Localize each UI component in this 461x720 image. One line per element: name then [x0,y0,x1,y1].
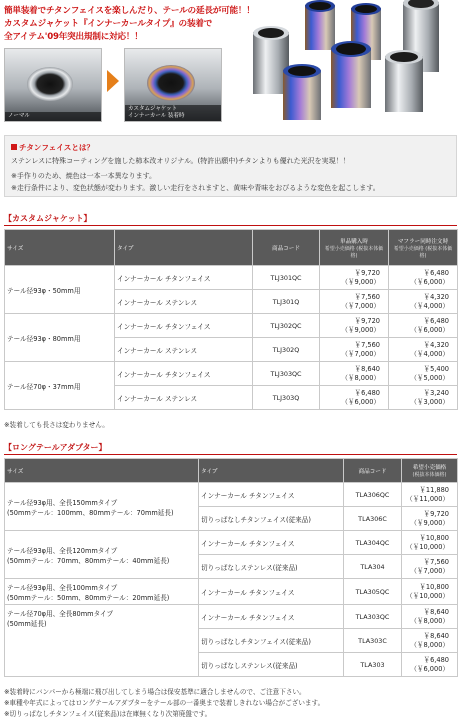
section-title-long-tail: 【ロングテールアダプター】 [4,443,107,452]
set-price: ￥6,480 （￥6,000） [389,266,458,290]
single-price: ￥8,640 （￥8,000） [320,362,389,386]
size-cell: テール径93φ用、全長100mmタイプ (50mmテール：50mm、80mmテール：20mm延長) [5,579,199,605]
table-row [5,362,458,386]
table-row [5,314,458,338]
price-cell: ￥9,720 （￥9,000） [402,507,458,531]
size-cell: テール径93φ・50mm用 [5,266,115,314]
col-set: マフラー同時注文時 希望小売価格 (税抜本体価格) [389,230,458,266]
col-type: タイプ [199,459,344,483]
info-line-1: ステンレスに特殊コーティングを施した柿本改オリジナル。(特許出願中)チタンよりも優れた光沢を実現！！ [11,157,350,165]
single-price: ￥6,480 （￥6,000） [320,386,389,410]
hero-headline-2: カスタムジャケット『インナーカールタイプ』の装着で [4,19,213,29]
size-cell: テール径70φ用、全長80mmタイプ (50mm延長) [5,605,199,677]
price-cell: ￥7,560 （￥7,000） [402,555,458,579]
price-cell: ￥10,800 （￥10,000） [402,531,458,555]
type-cell: インナーカール チタンフェイス [199,605,344,629]
photo-normal [4,48,102,122]
titanium-face-info [4,135,457,197]
code-cell: TLJ302QC [253,314,320,338]
table-row [5,579,458,605]
single-price: ￥7,560 （￥7,000） [320,338,389,362]
table-row [5,483,458,507]
type-cell: インナーカール チタンフェイス [115,362,253,386]
photo-after [124,48,222,122]
type-cell: インナーカール チタンフェイス [115,266,253,290]
col-code: 商品コード [344,459,402,483]
caption-after-2: インナーカール 装着時 [128,113,185,120]
hero-headline-3: 全アイテム'09年突出規制に対応！！ [4,32,143,42]
code-cell: TLA306QC [344,483,402,507]
code-cell: TLJ302Q [253,338,320,362]
info-line-2: ※手作りのため、焼色は一本一本異なります。 [11,172,157,180]
type-cell: 切りっぱなしチタンフェイス(従来品) [199,629,344,653]
col-single: 単品購入時 希望小売価格 (税抜本体価格) [320,230,389,266]
set-price: ￥5,400 （￥5,000） [389,362,458,386]
square-bullet-icon [11,144,17,150]
set-price: ￥3,240 （￥3,000） [389,386,458,410]
size-cell: テール径70φ・37mm用 [5,362,115,410]
section-divider [4,454,457,455]
table-row [5,605,458,629]
note-bumper: ※装着時にバンパーから極端に飛び出してしまう場合は保安基準に適合しませんので、ご注意下さい。 [4,688,306,696]
set-price: ￥4,320 （￥4,000） [389,290,458,314]
code-cell: TLA303QC [344,605,402,629]
type-cell: インナーカール チタンフェイス [199,579,344,605]
type-cell: インナーカール ステンレス [115,290,253,314]
note-length: ※装着しても長さは変わりません。 [4,421,109,429]
long-tail-table [4,458,458,677]
code-cell: TLA304QC [344,531,402,555]
type-cell: インナーカール チタンフェイス [199,531,344,555]
code-cell: TLJ301Q [253,290,320,314]
type-cell: 切りっぱなしチタンフェイス(従来品) [199,507,344,531]
size-cell: テール径93φ用、全長120mmタイプ (50mmテール：70mm、80mmテール：40mm延長) [5,531,199,579]
price-cell: ￥8,640 （￥8,000） [402,629,458,653]
info-line-3: ※走行条件により、変色状態が変わります。激しい走行をされますと、黄味や青味をおびるような変色を起こします。 [11,184,380,192]
info-title: チタンフェイスとは？ [11,142,94,153]
single-price: ￥9,720 （￥9,000） [320,266,389,290]
section-title-custom-jacket: 【カスタムジャケット】 [4,214,92,223]
hero-banner [0,0,461,123]
note-discontinued: ※切りっぱなしチタンフェイス(従来品)は在庫無くなり次第廃盤です。 [4,710,212,718]
col-size: サイズ [5,459,199,483]
table-row [5,531,458,555]
caption-after-1: カスタムジャケット [128,106,178,113]
note-fitment: ※車種や年式によってはロングテールアダプターをテール部の一番奥まで装着しきれない場合がございます。 [4,699,325,707]
price-cell: ￥10,800 （￥10,000） [402,579,458,605]
code-cell: TLA304 [344,555,402,579]
col-code: 商品コード [253,230,320,266]
single-price: ￥9,720 （￥9,000） [320,314,389,338]
custom-jacket-table [4,229,458,410]
arrow-right-icon [107,70,119,92]
set-price: ￥4,320 （￥4,000） [389,338,458,362]
type-cell: インナーカール ステンレス [115,386,253,410]
col-size: サイズ [5,230,115,266]
type-cell: インナーカール チタンフェイス [199,483,344,507]
size-cell: テール径93φ・80mm用 [5,314,115,362]
code-cell: TLJ303QC [253,362,320,386]
type-cell: インナーカール ステンレス [115,338,253,362]
section-divider [4,225,457,226]
price-cell: ￥8,640 （￥8,000） [402,605,458,629]
price-cell: ￥6,480 （￥6,000） [402,653,458,677]
code-cell: TLA303C [344,629,402,653]
type-cell: 切りっぱなしステンレス(従来品) [199,555,344,579]
caption-normal: ノーマル [5,112,101,121]
price-cell: ￥11,880 （￥11,000） [402,483,458,507]
table-row [5,266,458,290]
size-cell: テール径93φ用、全長150mmタイプ (50mmテール：100mm、80mmテール：70mm延長) [5,483,199,531]
type-cell: 切りっぱなしステンレス(従来品) [199,653,344,677]
code-cell: TLA306C [344,507,402,531]
type-cell: インナーカール チタンフェイス [115,314,253,338]
col-price: 希望小売価格 (税抜本体価格) [402,459,458,483]
code-cell: TLJ301QC [253,266,320,290]
code-cell: TLA303 [344,653,402,677]
col-type: タイプ [115,230,253,266]
set-price: ￥6,480 （￥6,000） [389,314,458,338]
single-price: ￥7,560 （￥7,000） [320,290,389,314]
product-photo [223,0,461,123]
code-cell: TLA305QC [344,579,402,605]
code-cell: TLJ303Q [253,386,320,410]
hero-headline-1: 簡単装着でチタンフェイスを楽しんだり、テールの延長が可能！！ [4,6,255,16]
